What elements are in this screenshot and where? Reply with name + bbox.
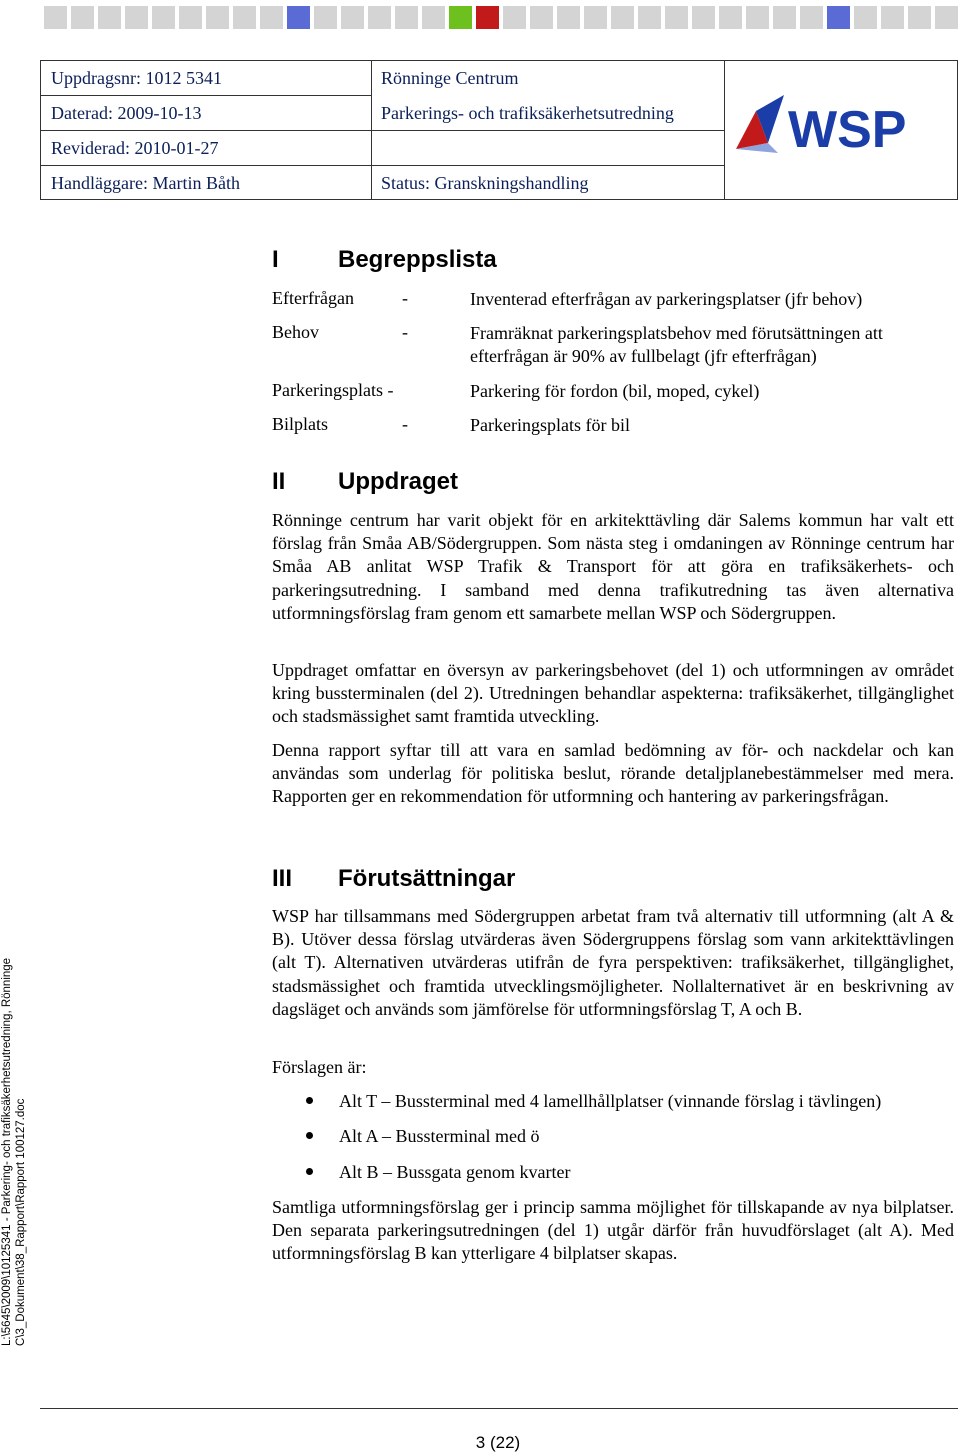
color-square — [557, 6, 580, 29]
handler: Handläggare: Martin Båth — [51, 173, 240, 193]
color-square — [422, 6, 445, 29]
list-item-text: Alt T – Bussterminal med 4 lamellhållplatser (vinnande förslag i tävlingen) — [339, 1091, 882, 1111]
color-square — [908, 6, 931, 29]
color-square — [341, 6, 364, 29]
glossary-term: Bilplats — [272, 414, 329, 434]
list-item — [306, 1091, 881, 1112]
section-title: Förutsättningar — [338, 865, 516, 892]
assignment-number: Uppdragsnr: 1012 5341 — [41, 61, 371, 96]
bullet-icon — [306, 1168, 313, 1175]
bullet-icon — [306, 1097, 313, 1104]
color-square — [206, 6, 229, 29]
color-square — [395, 6, 418, 29]
color-square — [692, 6, 715, 29]
glossary-dash: - — [402, 414, 408, 434]
color-square — [800, 6, 823, 29]
project-name: Rönninge Centrum — [381, 68, 519, 88]
glossary-term: Parkeringsplats - — [272, 380, 394, 400]
header-title-column — [371, 61, 725, 199]
color-square — [179, 6, 202, 29]
section-number: II — [272, 468, 286, 495]
color-square — [152, 6, 175, 29]
color-square — [719, 6, 742, 29]
paragraph: Samtliga utformningsförslag ger i princip samma möjlighet för tillskapande av nya bilplatser. Den separata parkeringsutredningen (del 1) utgår därför från huvudförslaget (alt A). Med utformningsförslag B kan ytterligare 4 bilplatser skapas. — [272, 1197, 954, 1264]
section-number: III — [272, 865, 293, 892]
status: Status: Granskningshandling — [381, 173, 589, 193]
color-square — [503, 6, 526, 29]
list-intro: Förslagen är: — [272, 1057, 367, 1077]
color-square — [476, 6, 499, 29]
color-square — [746, 6, 769, 29]
color-square — [881, 6, 904, 29]
header-meta-column — [41, 61, 372, 199]
footer-divider — [40, 1408, 958, 1409]
top-color-strip — [44, 6, 960, 29]
bullet-icon — [306, 1132, 313, 1139]
color-square — [665, 6, 688, 29]
color-square — [125, 6, 148, 29]
page-number: 3 (22) — [475, 1433, 521, 1452]
glossary-definition: Inventerad efterfrågan av parkeringsplatser (jfr behov) — [470, 289, 863, 309]
header-logo-column — [724, 61, 957, 199]
logo-wordmark: WSP — [788, 101, 907, 159]
glossary-definition: Parkeringsplats för bil — [470, 415, 630, 435]
color-square — [611, 6, 634, 29]
header-blank-row — [371, 131, 724, 166]
paragraph: WSP har tillsammans med Södergruppen arbetat fram två alternativ till utformning (alt A & B). Utöver dessa förslag utvärderas även Södergruppens förslag som vann arkitekttävlingen (alt T). Alternativen utvärderas utifrån de fyra perspektiven: trafiksäkerhet, tillgänglighet, stadsmässighet och framtida utvecklingsmöjligheter. Nollalternativet är en beskrivning av dagsläget och används som jämförelse för utformningsförslag T, A och B. — [272, 906, 954, 1019]
glossary-definition: Framräknat parkeringsplatsbehov med förutsättningen att efterfrågan är 90% av fullbelagt (jfr efterfrågan) — [470, 323, 883, 366]
list-item — [306, 1162, 570, 1183]
glossary-definition: Parkering för fordon (bil, moped, cykel) — [470, 381, 760, 401]
color-square — [287, 6, 310, 29]
report-subtitle: Parkerings- och trafiksäkerhetsutredning — [371, 96, 724, 131]
document-header — [40, 60, 958, 200]
list-item-text: Alt A – Bussterminal med ö — [339, 1126, 540, 1146]
color-square — [854, 6, 877, 29]
color-square — [449, 6, 472, 29]
color-square — [773, 6, 796, 29]
color-square — [530, 6, 553, 29]
section-number: I — [272, 246, 279, 273]
wsp-logo — [734, 91, 920, 161]
section-title: Uppdraget — [338, 468, 458, 495]
color-square — [44, 6, 67, 29]
paragraph: Uppdraget omfattar en översyn av parkeringsbehovet (del 1) och utformningen av området kring bussterminalen (del 2). Utredningen behandlar aspekterna: trafiksäkerhet, tillgänglighet och stadsmässighet samt framtida utveckling. — [272, 660, 954, 727]
file-path-line: C\3_Dokument\38_Rapport\Rapport 100127.doc — [15, 1098, 27, 1346]
paragraph: Rönninge centrum har varit objekt för en arkitekttävling där Salems kommun har valt ett förslag från Småa AB/Södergruppen. Som nästa steg i omdaningen av Rönninge centrum har Småa AB anlitat WSP Trafik & Transport för att göra en trafiksäkerhets- och parkeringsutredning. I samband med denna trafikutredning tas även alternativa utformningsförslag fram genom ett samarbete mellan WSP och Södergruppen. — [272, 510, 954, 623]
glossary-term: Efterfrågan — [272, 288, 354, 308]
color-square — [314, 6, 337, 29]
revised-date: Reviderad: 2010-01-27 — [41, 131, 371, 166]
color-square — [260, 6, 283, 29]
glossary-dash: - — [402, 322, 408, 342]
list-item-text: Alt B – Bussgata genom kvarter — [339, 1162, 571, 1182]
glossary-dash: - — [402, 288, 408, 308]
paragraph: Denna rapport syftar till att vara en samlad bedömning av för- och nackdelar och kan användas som underlag för politiska beslut, rörande detaljplanebestämmelser med mera. Rapporten ger en rekommendation för utformning och hantering av parkeringsfrågan. — [272, 740, 954, 807]
file-path-label — [0, 946, 28, 1346]
file-path-line: L:\5645\2009\10125341 - Parkering- och trafiksäkerhetsutredning, Rönninge — [1, 957, 13, 1346]
glossary-term: Behov — [272, 322, 319, 342]
color-square — [638, 6, 661, 29]
color-square — [584, 6, 607, 29]
color-square — [233, 6, 256, 29]
color-square — [71, 6, 94, 29]
color-square — [827, 6, 850, 29]
color-square — [98, 6, 121, 29]
color-square — [368, 6, 391, 29]
list-item — [306, 1126, 540, 1147]
color-square — [935, 6, 958, 29]
date: Daterad: 2009-10-13 — [41, 96, 371, 131]
section-title: Begreppslista — [338, 246, 497, 273]
